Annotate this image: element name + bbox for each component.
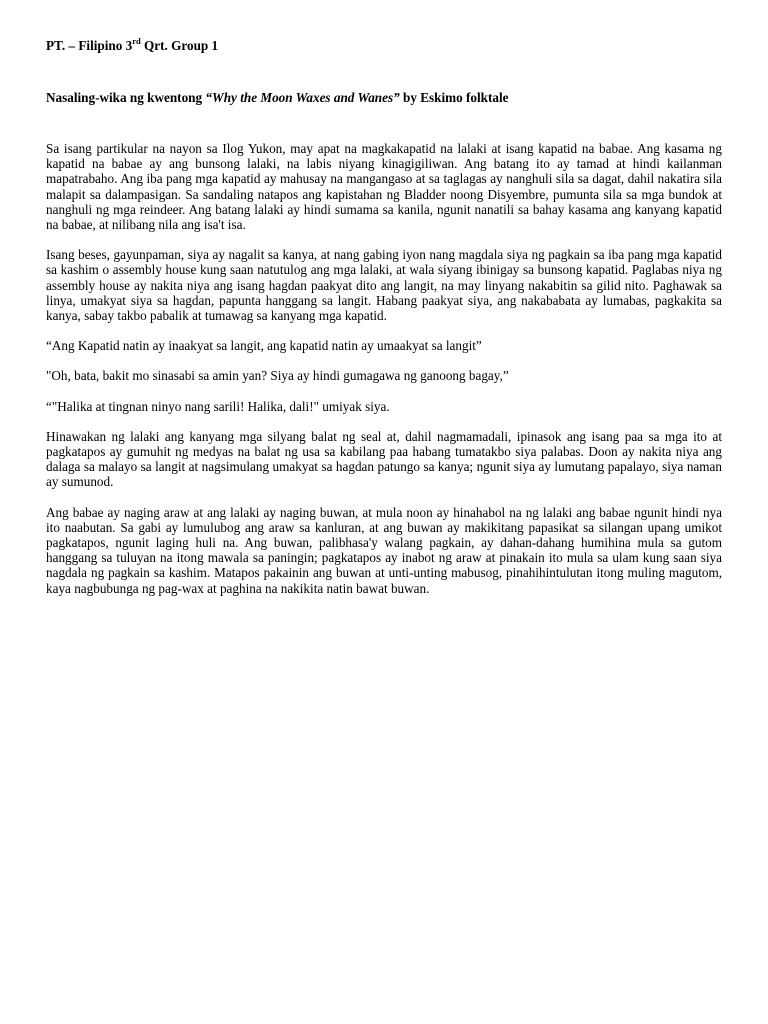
- header-suffix: Qrt. Group 1: [140, 38, 219, 53]
- document-title: [46, 90, 722, 106]
- paragraph-6: Hinawakan ng lalaki ang kanyang mga silyang balat ng seal at, dahil nagmamadali, ipinasok ang isang paa sa mga ito at pagkatapos ay gumuhit ng medyas na balat ng usa sa kabilang paa habang tumatakbo siya palabas. Doon ay nakita niya ang dalaga sa malayo sa langit at nagsimulang umakyat sa hagdan patungo sa kanya; ngunit siya ay lumutang papalayo, siya naman ay sumunod.: [46, 428, 722, 490]
- story-title: “Why the Moon Waxes and Wanes”: [205, 90, 400, 105]
- document-page: [46, 35, 722, 611]
- paragraph-3: “Ang Kapatid natin ay inaakyat sa langit, ang kapatid natin ay umaakyat sa langit”: [46, 338, 482, 354]
- title-tail: by Eskimo folktale: [399, 90, 509, 105]
- paragraph-7: Ang babae ay naging araw at ang lalaki ay naging buwan, at mula noon ay hinahabol na ng lalaki ang babae ngunit hindi nya ito naabutan. Sa gabi ay lumulubog ang araw sa kanluran, at ang buwan ay makikitang papasikat sa silangan upang umikot pagkatapos, ngunit laging huli na. Ang buwan, palibhasa'y walang pagkain, ay dahan-dahang humihina mula sa gutom hanggang sa tuluyan na itong mawala sa paningin; pagkatapos ay inabot ng araw at pinakain ito mula sa ulam kung saan siya nagdala ng pagkain sa kashim. Matapos pakainin ang buwan at unti-unting mabusog, pinahihintulutan itong muling magutom, kaya nagbubunga ng pag-wax at paghina na nakikita natin bawat buwan.: [46, 504, 722, 596]
- paragraph-1: Sa isang partikular na nayon sa Ilog Yukon, may apat na magkakapatid na lalaki at isang kapatid na babae. Ang kasama ng kapatid na babae ay ang bunsong lalaki, na labis niyang kinagigiliwan. Ang batang ito ay tamad at hindi kailanman mapatrabaho. Ang iba pang mga kapatid ay mahusay na mangangaso at sa taglagas ay nanghuli sila sa dagat, dahil nakatira sila malapit sa dalampasigan. Sa sandaling natapos ang kapistahan ng Bladder noong Disyembre, pumunta sila sa mga bundok at nanghuli ng mga reindeer. Ang batang lalaki ay hindi sumama sa kanila, ngunit nanatili sa bahay kasama ang kanyang kapatid na babae, at nilibang nila ang isa't isa.: [46, 141, 722, 233]
- document-header: [46, 35, 722, 54]
- paragraph-4: "Oh, bata, bakit mo sinasabi sa amin yan? Siya ay hindi gumagawa ng ganoong bagay,”: [46, 368, 509, 384]
- header-superscript: rd: [132, 35, 141, 46]
- title-lead: Nasaling-wika ng kwentong: [46, 90, 206, 105]
- story-body: [46, 141, 722, 596]
- header-prefix: PT. – Filipino 3: [46, 38, 133, 53]
- paragraph-5: “"Halika at tingnan ninyo nang sarili! Halika, dali!" umiyak siya.: [46, 398, 390, 414]
- paragraph-2: Isang beses, gayunpaman, siya ay nagalit sa kanya, at nang gabing iyon nang magdala siya ng pagkain sa iba pang mga kapatid sa kashim o assembly house kung saan natutulog ang mga lalaki, at wala siyang ibinigay sa bunsong kapatid. Paglabas niya ng assembly house ay nakita niya ang isang hagdan paakyat dito ang langit, na may linyang nakabitin sa gilid nito. Paghawak sa linya, umakyat siya sa hagdan, papunta hanggang sa langit. Habang paakyat siya, ang nakababata ay lumabas, pagkakita sa kanya, sabay takbo pabalik at tumawag sa kanyang mga kapatid.: [46, 247, 722, 324]
